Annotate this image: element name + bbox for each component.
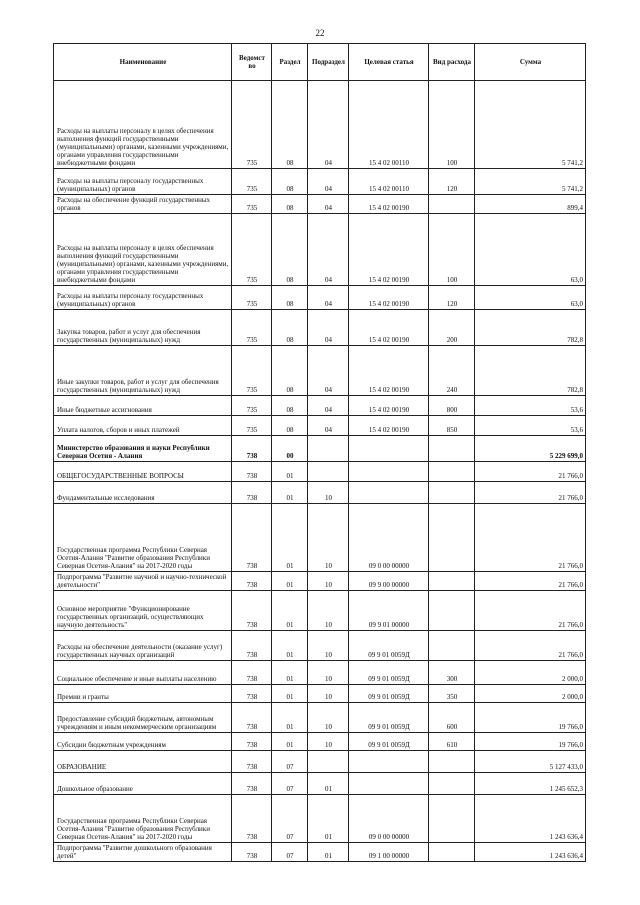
- row-name-cell: Премии и гранты: [54, 685, 232, 703]
- row-subsection-cell: [308, 436, 349, 462]
- row-target-cell: 09 9 00 00000: [349, 572, 429, 591]
- row-amount-cell: 21 766,0: [475, 572, 586, 591]
- row-name-cell: Социальное обеспечение и иные выплаты населению: [54, 661, 232, 685]
- row-section-cell: 08: [272, 396, 308, 416]
- row-target-cell: 15 4 02 00190: [349, 310, 429, 346]
- row-ministry-cell: 738: [232, 773, 272, 795]
- header-subsection: Подраздел: [308, 44, 349, 81]
- row-expense-type-cell: [429, 572, 475, 591]
- table-row: [54, 733, 586, 751]
- row-amount-cell: 21 766,0: [475, 591, 586, 631]
- table-row: [54, 703, 586, 733]
- row-target-cell: 09 9 01 0059Д: [349, 631, 429, 661]
- row-ministry-cell: 735: [232, 346, 272, 396]
- row-expense-type-cell: 800: [429, 396, 475, 416]
- row-name-cell: Фундаментальные исследования: [54, 482, 232, 504]
- row-amount-cell: 21 766,0: [475, 482, 586, 504]
- header-section: Раздел: [272, 44, 308, 81]
- row-ministry-cell: 738: [232, 631, 272, 661]
- row-target-cell: 09 9 01 0059Д: [349, 733, 429, 751]
- row-expense-type-cell: [429, 751, 475, 773]
- table-row: [54, 572, 586, 591]
- row-expense-type-cell: [429, 462, 475, 482]
- row-section-cell: 01: [272, 482, 308, 504]
- row-amount-cell: 21 766,0: [475, 462, 586, 482]
- row-subsection-cell: 10: [308, 733, 349, 751]
- row-section-cell: 01: [272, 591, 308, 631]
- row-name-cell: Подпрограмма "Развитие дошкольного образования детей": [54, 843, 232, 862]
- row-ministry-cell: 738: [232, 591, 272, 631]
- row-expense-type-cell: [429, 482, 475, 504]
- table-row: [54, 751, 586, 773]
- row-section-cell: 08: [272, 81, 308, 169]
- row-subsection-cell: [308, 751, 349, 773]
- table-row: [54, 482, 586, 504]
- row-subsection-cell: 04: [308, 195, 349, 214]
- row-name-cell: Иные закупки товаров, работ и услуг для обеспечения государственных (муниципальных) нужд: [54, 346, 232, 396]
- row-target-cell: 15 4 02 00190: [349, 286, 429, 310]
- row-name-cell: Расходы на выплаты персоналу государственных (муниципальных) органов: [54, 169, 232, 195]
- row-subsection-cell: 10: [308, 504, 349, 572]
- row-amount-cell: 5 741,2: [475, 169, 586, 195]
- row-amount-cell: 53,6: [475, 396, 586, 416]
- row-target-cell: 09 9 01 0059Д: [349, 703, 429, 733]
- table-row: [54, 169, 586, 195]
- row-section-cell: 08: [272, 416, 308, 436]
- row-name-cell: Расходы на обеспечение функций государственных органов: [54, 195, 232, 214]
- row-subsection-cell: 10: [308, 572, 349, 591]
- row-name-cell: Основное мероприятие "Функционирование государственных организаций, осуществляющих научную деятельность": [54, 591, 232, 631]
- row-section-cell: 08: [272, 195, 308, 214]
- table-row: [54, 310, 586, 346]
- row-section-cell: 07: [272, 795, 308, 843]
- row-ministry-cell: 735: [232, 81, 272, 169]
- row-ministry-cell: 738: [232, 436, 272, 462]
- row-name-cell: Государственная программа Республики Северная Осетия-Алания "Развитие образования Республики Северная Осетия-Алания" на 2017-2020 годы: [54, 795, 232, 843]
- header-name: Наименование: [54, 44, 232, 81]
- row-amount-cell: 2 000,0: [475, 661, 586, 685]
- table-body: [54, 81, 586, 862]
- table-row: [54, 773, 586, 795]
- row-ministry-cell: 735: [232, 214, 272, 286]
- row-amount-cell: 899,4: [475, 195, 586, 214]
- row-expense-type-cell: 200: [429, 310, 475, 346]
- row-amount-cell: 5 741,2: [475, 81, 586, 169]
- row-name-cell: Расходы на выплаты персоналу в целях обеспечения выполнения функций государственными (муниципальными) органами, казенными учреждениями, органами управления государственными внебюджетными фондами: [54, 81, 232, 169]
- row-target-cell: 15 4 02 00190: [349, 195, 429, 214]
- table-row: [54, 591, 586, 631]
- row-target-cell: 09 9 01 0059Д: [349, 685, 429, 703]
- header-ministry: Ведомст во: [232, 44, 272, 81]
- row-name-cell: Расходы на выплаты персоналу государственных (муниципальных) органов: [54, 286, 232, 310]
- row-expense-type-cell: [429, 795, 475, 843]
- row-ministry-cell: 735: [232, 195, 272, 214]
- row-subsection-cell: 10: [308, 661, 349, 685]
- row-target-cell: [349, 462, 429, 482]
- row-expense-type-cell: [429, 436, 475, 462]
- page-number: 22: [315, 28, 325, 38]
- row-section-cell: 07: [272, 751, 308, 773]
- row-ministry-cell: 738: [232, 703, 272, 733]
- row-target-cell: 09 0 00 00000: [349, 795, 429, 843]
- row-target-cell: 09 9 01 00000: [349, 591, 429, 631]
- row-ministry-cell: 738: [232, 661, 272, 685]
- table-row: [54, 346, 586, 396]
- row-name-cell: Иные бюджетные ассигнования: [54, 396, 232, 416]
- row-section-cell: 01: [272, 462, 308, 482]
- row-expense-type-cell: 100: [429, 81, 475, 169]
- table-row: [54, 843, 586, 862]
- budget-table: [53, 43, 586, 862]
- row-ministry-cell: 735: [232, 310, 272, 346]
- row-name-cell: Государственная программа Республики Северная Осетия-Алания "Развитие образования Республики Северная Осетия-Алания" на 2017-2020 годы: [54, 504, 232, 572]
- row-name-cell: Дошкольное образование: [54, 773, 232, 795]
- row-name-cell: ОБЩЕГОСУДАРСТВЕННЫЕ ВОПРОСЫ: [54, 462, 232, 482]
- table-row: [54, 214, 586, 286]
- row-expense-type-cell: 120: [429, 286, 475, 310]
- row-expense-type-cell: 850: [429, 416, 475, 436]
- row-section-cell: 08: [272, 286, 308, 310]
- row-amount-cell: 21 766,0: [475, 504, 586, 572]
- row-subsection-cell: 10: [308, 591, 349, 631]
- table-row: [54, 416, 586, 436]
- row-section-cell: 00: [272, 436, 308, 462]
- table-row: [54, 685, 586, 703]
- row-amount-cell: 782,8: [475, 346, 586, 396]
- row-section-cell: 01: [272, 661, 308, 685]
- row-section-cell: 01: [272, 572, 308, 591]
- row-expense-type-cell: [429, 843, 475, 862]
- table-row: [54, 631, 586, 661]
- row-section-cell: 01: [272, 685, 308, 703]
- row-subsection-cell: 04: [308, 346, 349, 396]
- row-amount-cell: 782,8: [475, 310, 586, 346]
- row-amount-cell: 1 243 636,4: [475, 795, 586, 843]
- table-row: [54, 396, 586, 416]
- row-target-cell: 15 4 02 00190: [349, 416, 429, 436]
- table-row: [54, 195, 586, 214]
- row-subsection-cell: 10: [308, 703, 349, 733]
- row-section-cell: 07: [272, 843, 308, 862]
- table-row: [54, 661, 586, 685]
- row-section-cell: 01: [272, 631, 308, 661]
- row-subsection-cell: 10: [308, 685, 349, 703]
- row-ministry-cell: 738: [232, 572, 272, 591]
- row-section-cell: 01: [272, 504, 308, 572]
- table-row: [54, 286, 586, 310]
- row-ministry-cell: 738: [232, 504, 272, 572]
- row-name-cell: Закупка товаров, работ и услуг для обеспечения государственных (муниципальных) нужд: [54, 310, 232, 346]
- row-target-cell: [349, 436, 429, 462]
- row-ministry-cell: 735: [232, 416, 272, 436]
- row-target-cell: 15 4 02 00190: [349, 396, 429, 416]
- row-target-cell: 15 4 02 00190: [349, 346, 429, 396]
- row-subsection-cell: 10: [308, 482, 349, 504]
- row-amount-cell: 21 766,0: [475, 631, 586, 661]
- row-expense-type-cell: [429, 631, 475, 661]
- row-subsection-cell: 01: [308, 795, 349, 843]
- row-target-cell: [349, 773, 429, 795]
- row-name-cell: Предоставление субсидий бюджетным, автономным учреждениям и иным некоммерческим организациям: [54, 703, 232, 733]
- row-ministry-cell: 738: [232, 482, 272, 504]
- row-section-cell: 07: [272, 773, 308, 795]
- row-subsection-cell: 04: [308, 81, 349, 169]
- row-amount-cell: 19 766,0: [475, 703, 586, 733]
- row-subsection-cell: 04: [308, 416, 349, 436]
- row-section-cell: 08: [272, 169, 308, 195]
- row-name-cell: Расходы на выплаты персоналу в целях обеспечения выполнения функций государственными (муниципальными) органами, казенными учреждениями, органами управления государственными внебюджетными фондами: [54, 214, 232, 286]
- row-section-cell: 01: [272, 703, 308, 733]
- row-amount-cell: 63,0: [475, 214, 586, 286]
- row-name-cell: Расходы на обеспечение деятельности (оказание услуг) государственных научных организаций: [54, 631, 232, 661]
- row-expense-type-cell: [429, 504, 475, 572]
- row-subsection-cell: 10: [308, 631, 349, 661]
- row-ministry-cell: 735: [232, 169, 272, 195]
- row-amount-cell: 2 000,0: [475, 685, 586, 703]
- table-row: [54, 436, 586, 462]
- row-ministry-cell: 735: [232, 396, 272, 416]
- row-amount-cell: 53,6: [475, 416, 586, 436]
- table-row: [54, 81, 586, 169]
- row-target-cell: 09 9 01 0059Д: [349, 661, 429, 685]
- row-amount-cell: 1 245 652,3: [475, 773, 586, 795]
- row-target-cell: 15 4 02 00110: [349, 81, 429, 169]
- row-expense-type-cell: 610: [429, 733, 475, 751]
- row-ministry-cell: 738: [232, 685, 272, 703]
- row-subsection-cell: 04: [308, 310, 349, 346]
- row-ministry-cell: 738: [232, 795, 272, 843]
- row-expense-type-cell: 350: [429, 685, 475, 703]
- row-expense-type-cell: [429, 773, 475, 795]
- row-target-cell: 09 1 00 00000: [349, 843, 429, 862]
- row-section-cell: 01: [272, 733, 308, 751]
- row-expense-type-cell: 120: [429, 169, 475, 195]
- row-amount-cell: 5 229 699,0: [475, 436, 586, 462]
- row-expense-type-cell: 100: [429, 214, 475, 286]
- row-expense-type-cell: 300: [429, 661, 475, 685]
- row-expense-type-cell: [429, 195, 475, 214]
- table-row: [54, 795, 586, 843]
- row-subsection-cell: [308, 462, 349, 482]
- row-amount-cell: 5 127 433,0: [475, 751, 586, 773]
- row-target-cell: 15 4 02 00190: [349, 214, 429, 286]
- row-name-cell: Министерство образования и науки Республики Северная Осетия - Алания: [54, 436, 232, 462]
- row-amount-cell: 19 766,0: [475, 733, 586, 751]
- table-header-row: [54, 44, 586, 81]
- row-ministry-cell: 738: [232, 751, 272, 773]
- row-subsection-cell: 01: [308, 843, 349, 862]
- row-subsection-cell: 04: [308, 396, 349, 416]
- row-section-cell: 08: [272, 214, 308, 286]
- row-target-cell: [349, 751, 429, 773]
- row-ministry-cell: 738: [232, 843, 272, 862]
- row-ministry-cell: 738: [232, 462, 272, 482]
- row-name-cell: Субсидии бюджетным учреждениям: [54, 733, 232, 751]
- row-section-cell: 08: [272, 310, 308, 346]
- row-target-cell: 15 4 02 00110: [349, 169, 429, 195]
- row-name-cell: Уплата налогов, сборов и иных платежей: [54, 416, 232, 436]
- header-amount: Сумма: [475, 44, 586, 81]
- row-expense-type-cell: [429, 591, 475, 631]
- row-subsection-cell: 04: [308, 214, 349, 286]
- row-expense-type-cell: 600: [429, 703, 475, 733]
- table-row: [54, 462, 586, 482]
- row-expense-type-cell: 240: [429, 346, 475, 396]
- row-subsection-cell: 01: [308, 773, 349, 795]
- row-amount-cell: 63,0: [475, 286, 586, 310]
- header-target: Целевая статья: [349, 44, 429, 81]
- row-ministry-cell: 735: [232, 286, 272, 310]
- row-section-cell: 08: [272, 346, 308, 396]
- header-expense-type: Вид расхода: [429, 44, 475, 81]
- table-row: [54, 504, 586, 572]
- row-subsection-cell: 04: [308, 286, 349, 310]
- row-target-cell: 09 0 00 00000: [349, 504, 429, 572]
- row-amount-cell: 1 243 636,4: [475, 843, 586, 862]
- row-name-cell: Подпрограмма "Развитие научной и научно-технической деятельности": [54, 572, 232, 591]
- row-subsection-cell: 04: [308, 169, 349, 195]
- row-ministry-cell: 738: [232, 733, 272, 751]
- row-name-cell: ОБРАЗОВАНИЕ: [54, 751, 232, 773]
- row-target-cell: [349, 482, 429, 504]
